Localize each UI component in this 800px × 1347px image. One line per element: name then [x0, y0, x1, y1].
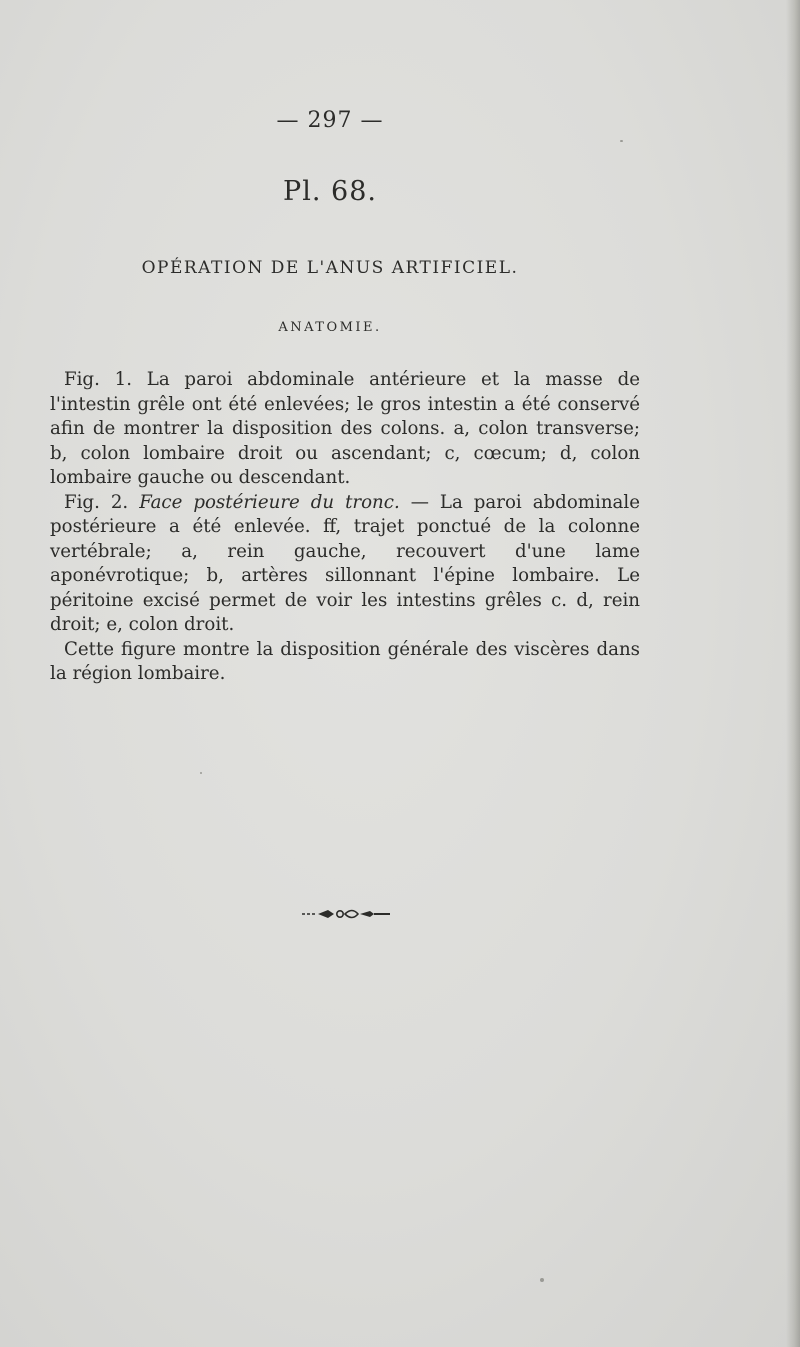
paragraph-fig-2	[50, 491, 640, 638]
page-edge-shadow	[786, 0, 800, 1347]
paragraph-summary	[50, 638, 640, 687]
page-number: — 297 —	[276, 108, 384, 133]
paragraph-text: — La paroi abdominale postérieure a été enlevée. ff, trajet ponctué de la colonne vertébrale; a, rein gauche, recouvert d'une lame aponévrotique; b, artères sillonnant l'épine lombaire. Le péritoine excisé permet de voir les intestins grêles c. d, rein droit; e, colon droit.	[50, 491, 640, 635]
fig-label: Fig. 2.	[64, 491, 129, 513]
body-text	[50, 368, 640, 687]
paragraph-text: La paroi abdominale antérieure et la masse de l'intestin grêle ont été enlevées; le gros intestin a été conservé afin de montrer la disposition des colons. a, colon transverse; b, colon lombaire droit ou ascendant; c, cœcum; d, colon lombaire gauche ou descendant.	[50, 369, 640, 488]
paper-speck	[200, 772, 202, 774]
paragraph-text: Cette figure montre la disposition générale des viscères dans la région lombaire.	[50, 638, 640, 684]
fig-label: Fig. 1.	[64, 369, 132, 390]
figure-caption-italic: Face postérieure du tronc.	[139, 491, 400, 513]
plate-heading: Pl. 68.	[283, 176, 377, 207]
section-title: OPÉRATION DE L'ANUS ARTIFICIEL.	[141, 258, 519, 278]
paper-speck	[540, 1278, 544, 1282]
section-subtitle: ANATOMIE.	[278, 320, 382, 335]
paper-speck	[620, 140, 623, 142]
fleuron-ornament-icon	[300, 904, 392, 924]
paragraph-fig-1	[50, 368, 640, 491]
fig-label	[50, 639, 64, 660]
